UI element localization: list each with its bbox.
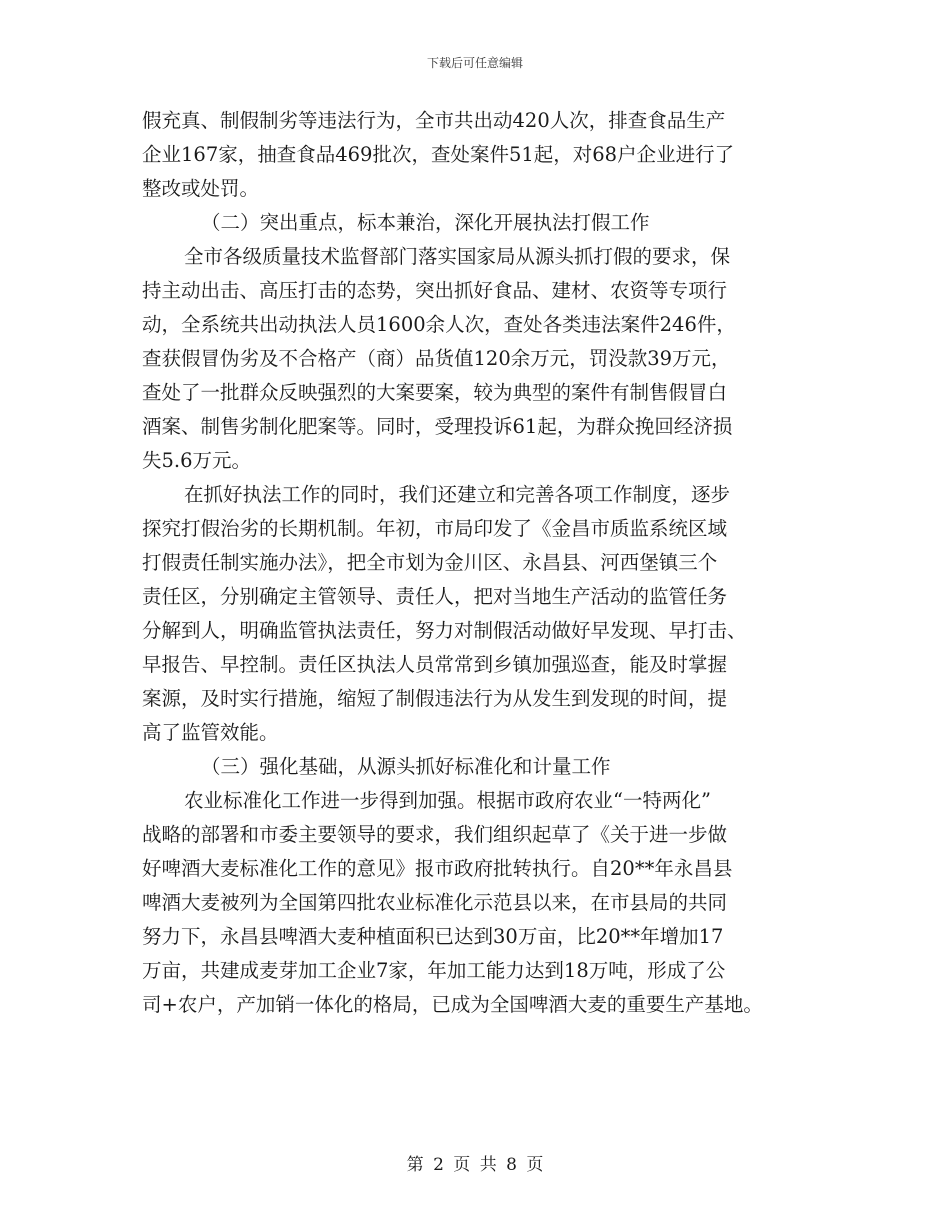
body-line: 探究打假治劣的长期机制。年初，市局印发了《金昌市质监系统区域 [142,517,728,540]
body-line: 高了监管效能。 [142,721,279,744]
body-line: 动，全系统共出动执法人员1600余人次，查处各类违法案件246件， [142,313,736,336]
body-line: 查获假冒伪劣及不合格产（商）品货值120余万元，罚没款39万元， [142,347,731,370]
paragraph-start-line: 全市各级质量技术监督部门落实国家局从源头抓打假的要求，保 [184,245,731,268]
body-line: 酒案、制售劣制化肥案等。同时，受理投诉61起，为群众挽回经济损 [142,415,733,438]
body-line: 万亩，共建成麦芽加工企业7家，年加工能力达到18万吨，形成了公 [142,959,726,982]
body-line: 分解到人，明确监管执法责任，努力对制假活动做好早发现、早打击、 [142,619,747,642]
body-line: 打假责任制实施办法》，把全市划为金川区、永昌县、河西堡镇三个 [142,551,718,574]
body-line: 好啤酒大麦标准化工作的意见》报市政府批转执行。自20**年永昌县 [142,857,733,880]
page-number-footer: 第 2 页 共 8 页 [406,1155,544,1175]
body-line: 战略的部署和市委主要领导的要求，我们组织起草了《关于进一步做 [142,823,728,846]
paragraph-start-line: 在抓好执法工作的同时，我们还建立和完善各项工作制度，逐步 [184,483,731,506]
body-line: 努力下，永昌县啤酒大麦种植面积已达到30万亩，比20**年增加17 [142,925,724,948]
body-line: 早报告、早控制。责任区执法人员常常到乡镇加强巡查，能及时掌握 [142,653,728,676]
document-body [142,104,822,1022]
body-line: 司+农户，产加销一体化的格局，已成为全国啤酒大麦的重要生产基地。 [142,993,763,1016]
body-line: 啤酒大麦被列为全国第四批农业标准化示范县以来，在市县局的共同 [142,891,728,914]
body-line: 假充真、制假制劣等违法行为，全市共出动420人次，排查食品生产 [142,109,726,132]
body-line: 案源，及时实行措施，缩短了制假违法行为从发生到发现的时间，提 [142,687,728,710]
section-heading: （三）强化基础，从源头抓好标准化和计量工作 [201,755,611,778]
header-note: 下载后可任意编辑 [426,56,523,70]
body-line: 责任区，分别确定主管领导、责任人，把对当地生产活动的监管任务 [142,585,728,608]
body-line: 企业167家，抽查食品469批次，查处案件51起，对68户企业进行了 [142,143,735,166]
body-line: 持主动出击、高压打击的态势，突出抓好食品、建材、农资等专项行 [142,279,728,302]
body-line: 查处了一批群众反映强烈的大案要案，较为典型的案件有制售假冒白 [142,381,728,404]
body-line: 失5.6万元。 [142,449,252,472]
section-heading: （二）突出重点，标本兼治，深化开展执法打假工作 [201,211,650,234]
paragraph-start-line: 农业标准化工作进一步得到加强。根据市政府农业“一特两化” [184,789,711,812]
body-line: 整改或处罚。 [142,177,260,200]
